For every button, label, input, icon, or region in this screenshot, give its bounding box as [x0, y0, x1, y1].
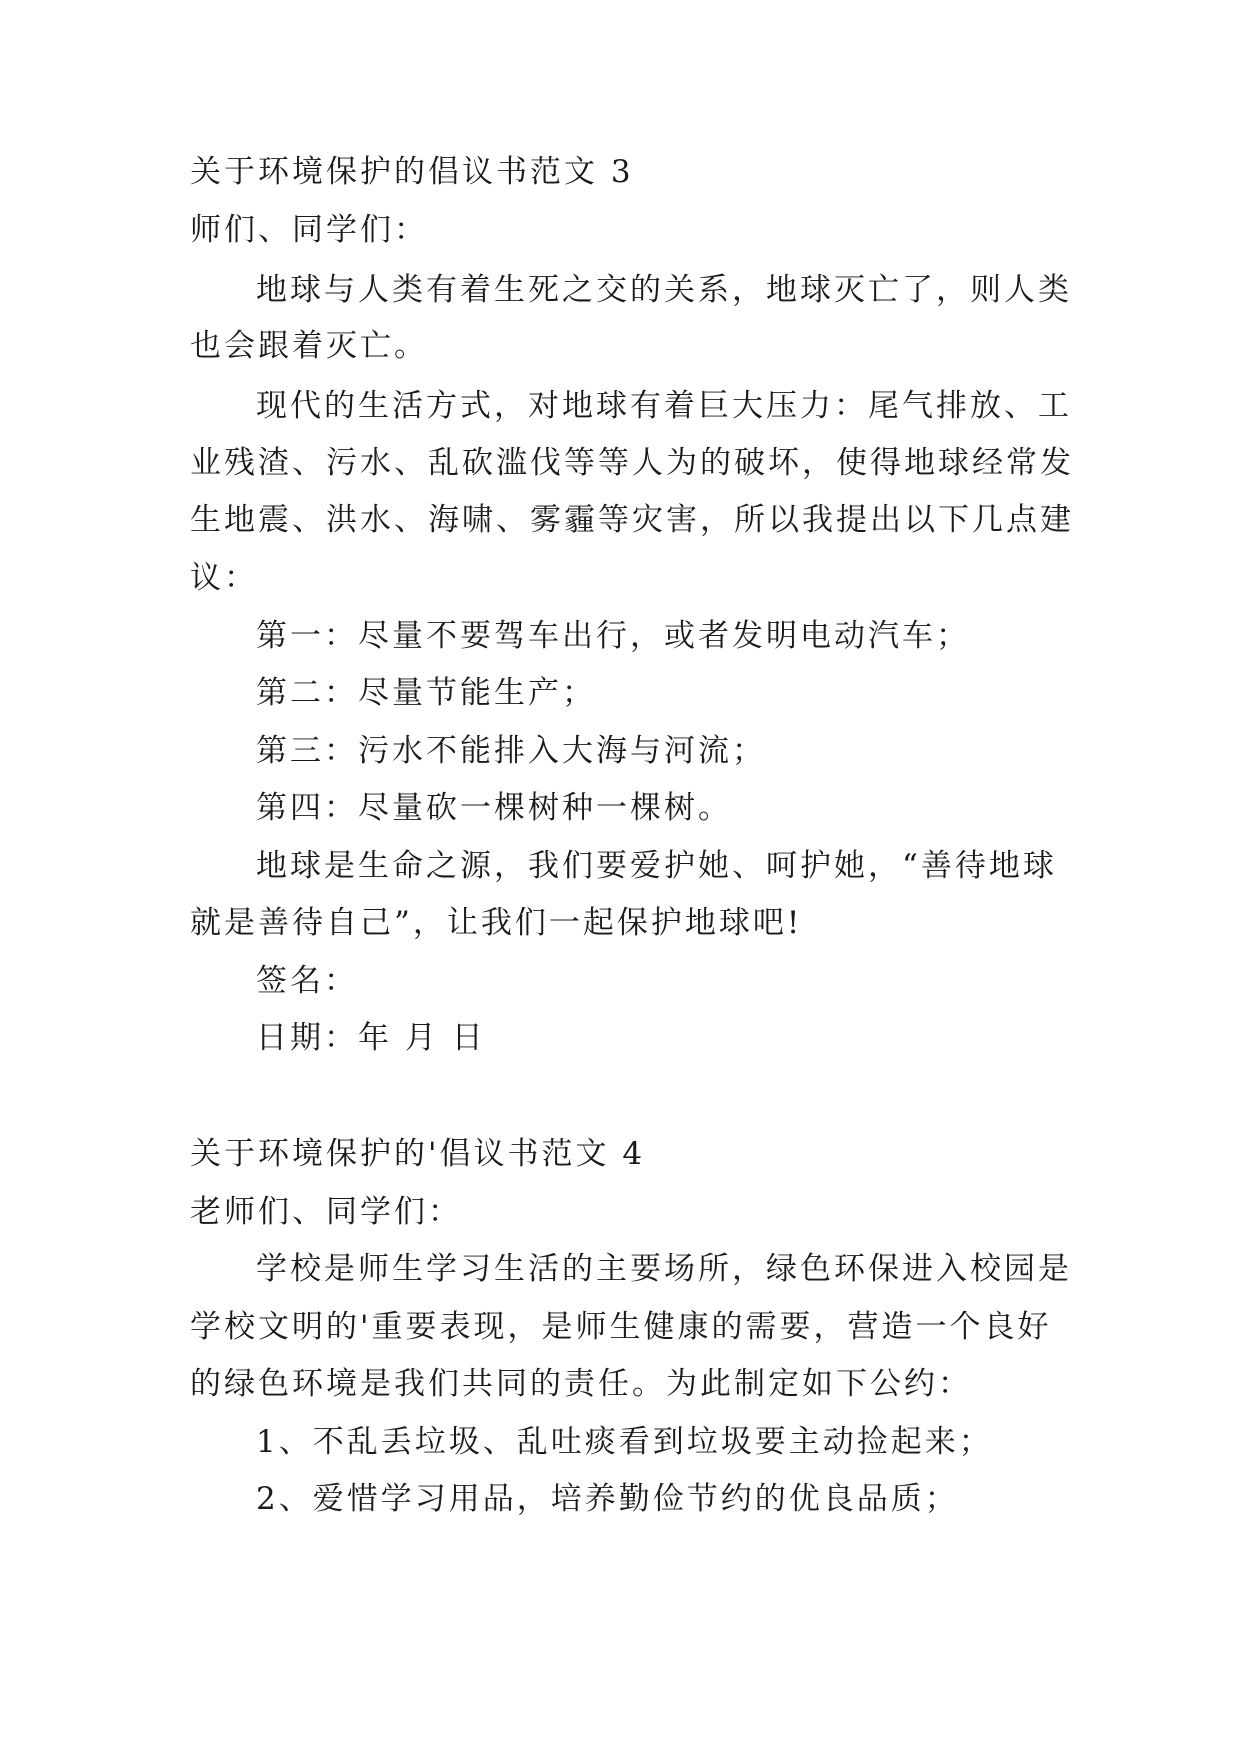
paragraph-line: 生地震、洪水、海啸、雾霾等灾害，所以我提出以下几点建	[190, 502, 1074, 538]
section4-greeting: 老师们、同学们：	[190, 1194, 462, 1230]
paragraph-line: 地球是生命之源，我们要爱护她、呵护她，“善待地球	[256, 848, 1057, 884]
paragraph-line: 的绿色环境是我们共同的责任。为此制定如下公约：	[190, 1366, 972, 1402]
paragraph-line: 议：	[190, 560, 258, 596]
list-item: 第一：尽量不要驾车出行，或者发明电动汽车；	[256, 618, 970, 654]
paragraph-line: 学校文明的'重要表现，是师生健康的需要，营造一个良好	[190, 1309, 1052, 1345]
signature-label: 签名：	[256, 963, 358, 999]
list-item: 第三：污水不能排入大海与河流；	[256, 733, 766, 769]
list-item: 2、爱惜学习用品，培养勤俭节约的优良品质；	[256, 1481, 959, 1517]
paragraph-line: 地球与人类有着生死之交的关系，地球灭亡了，则人类	[256, 272, 1072, 308]
list-item: 第四：尽量砍一棵树种一棵树。	[256, 790, 732, 826]
section3-title: 关于环境保护的倡议书范文 3	[190, 154, 634, 190]
paragraph-line: 业残渣、污水、乱砍滥伐等等人为的破坏，使得地球经常发	[190, 445, 1074, 481]
paragraph-line: 也会跟着灭亡。	[190, 328, 428, 364]
paragraph-line: 学校是师生学习生活的主要场所，绿色环保进入校园是	[256, 1251, 1072, 1287]
paragraph-line: 就是善待自己”，让我们一起保护地球吧!	[190, 905, 803, 941]
date-label: 日期：年 月 日	[256, 1020, 486, 1056]
section3-greeting: 师们、同学们：	[190, 212, 428, 248]
list-item: 第二：尽量节能生产；	[256, 675, 596, 711]
list-item: 1、不乱丢垃圾、乱吐痰看到垃圾要主动捡起来；	[256, 1424, 993, 1460]
section4-title: 关于环境保护的'倡议书范文 4	[190, 1136, 646, 1172]
paragraph-line: 现代的生活方式，对地球有着巨大压力：尾气排放、工	[256, 388, 1072, 424]
